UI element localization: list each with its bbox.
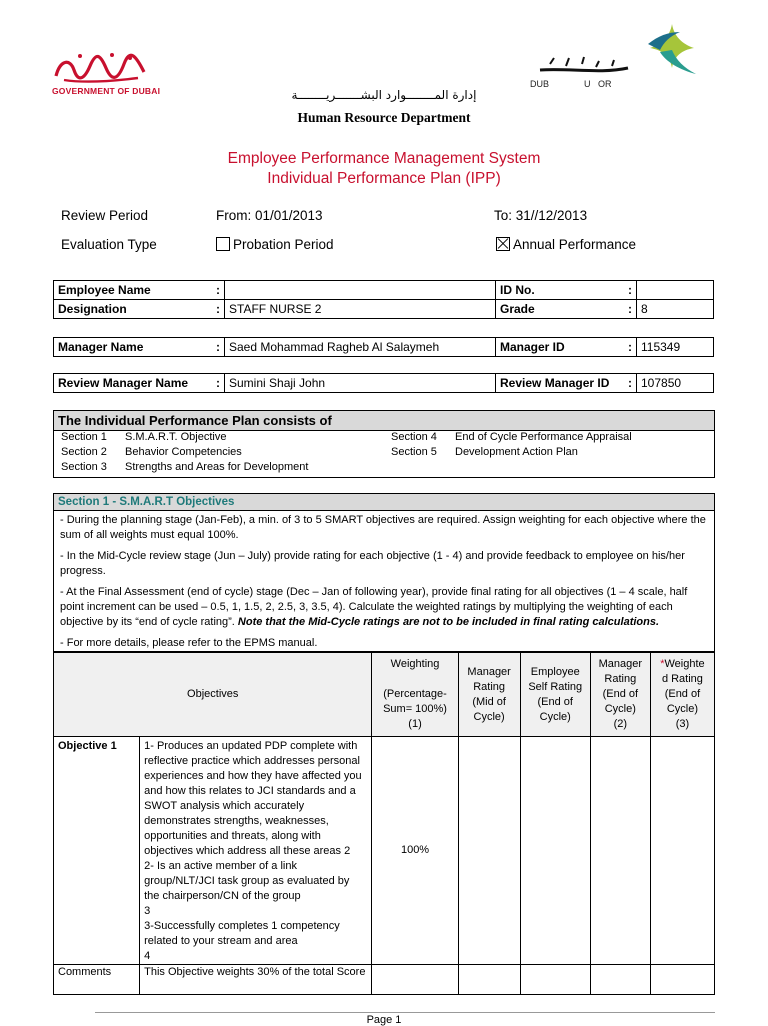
plan-item-section4 <box>391 431 632 443</box>
objective-1-text[interactable]: 1- Produces an updated PDP complete with reflective practice which addresses personal experiences and how they have affected you and how this relates to JCI standards and a SWOT analysis which accurately demonstrates strengths, weaknesses, opportunities and threats, along with objectives which address all these areas 2 2- Is an active member of a link group/NLT/JCI task group as evaluated by the chairperson/CN of the group 3 3-Successfully completes 1 competency related to your stream and area 4 <box>140 737 372 965</box>
section1-paragraph-manual: - For more details, please refer to the EPMS manual. <box>60 637 318 649</box>
comments-weighted-cell[interactable] <box>650 965 714 995</box>
manager-name-value[interactable]: Saed Mohammad Ragheb Al Salaymeh <box>225 338 496 357</box>
section1-heading: Section 1 - S.M.A.R.T Objectives <box>54 494 714 511</box>
comments-employee-self-cell[interactable] <box>520 965 590 995</box>
annual-performance-checkbox[interactable] <box>496 237 510 251</box>
plan-section-text: End of Cycle Performance Appraisal <box>455 431 632 443</box>
page-number: Page 1 <box>366 1014 402 1026</box>
review-manager-info-table <box>53 373 714 393</box>
manager-end-rating-header: Manager Rating (End of Cycle) (2) <box>590 653 650 737</box>
plan-section-number: Section 4 <box>391 431 437 443</box>
probation-period-label: Probation Period <box>233 237 334 252</box>
plan-section-number: Section 1 <box>61 431 107 443</box>
id-no-label: ID No. <box>496 281 623 300</box>
comments-weighting-cell[interactable] <box>372 965 458 995</box>
employee-name-label: Employee Name <box>54 281 211 300</box>
id-no-value[interactable] <box>637 281 714 300</box>
comments-label: Comments <box>54 965 140 995</box>
review-manager-id-value[interactable]: 107850 <box>637 374 714 393</box>
manager-name-label: Manager Name <box>54 338 211 357</box>
section1-paragraph-midcycle: - In the Mid-Cycle review stage (Jun – July) provide rating for each objective (1 - 4) and provide feedback to employee on his/her progress. <box>60 550 685 577</box>
plan-section-text: Strengths and Areas for Development <box>125 461 309 473</box>
department-arabic-name: إدارة المــــــــوارد البشـــــــريــــــــة <box>291 88 477 102</box>
weighted-rating-header: *Weighte d Rating (End of Cycle) (3) <box>650 653 714 737</box>
government-of-dubai-logo <box>50 50 150 84</box>
probation-checkbox[interactable] <box>216 237 230 251</box>
section1-paragraph-final <box>54 583 714 634</box>
plan-item-section2 <box>61 446 242 458</box>
government-of-dubai-text: GOVERNMENT OF DUBAI <box>52 86 161 96</box>
plan-section-number: Section 2 <box>61 446 107 458</box>
plan-item-section3 <box>61 461 308 473</box>
plan-item-section1 <box>61 431 226 443</box>
comments-manager-end-cell[interactable] <box>590 965 650 995</box>
section1-box <box>53 493 715 652</box>
colon: : <box>210 281 225 300</box>
plan-section-text: Development Action Plan <box>455 446 578 458</box>
employee-self-rating-header: Employee Self Rating (End of Cycle) <box>520 653 590 737</box>
manager-info-table <box>53 337 714 357</box>
annual-performance-option[interactable] <box>496 237 636 252</box>
comments-text[interactable]: This Objective weights 30% of the total Score <box>140 965 372 995</box>
manager-id-label: Manager ID <box>496 338 623 357</box>
comments-manager-mid-cell[interactable] <box>458 965 520 995</box>
annual-performance-label: Annual Performance <box>513 237 637 252</box>
objectives-header: Objectives <box>54 653 372 737</box>
objectives-table <box>53 652 715 995</box>
mid-cycle-note: Note that the Mid-Cycle ratings are not to be included in final rating calculations. <box>237 616 660 628</box>
plan-section-text: Behavior Competencies <box>125 446 242 458</box>
review-period-to: To: 31//12/2013 <box>494 208 588 223</box>
objective-1-employee-self-rating[interactable] <box>520 737 590 965</box>
grade-value[interactable]: 8 <box>637 300 714 319</box>
designation-label: Designation <box>54 300 211 319</box>
colon: : <box>210 338 225 357</box>
employee-name-value[interactable] <box>225 281 496 300</box>
grade-label: Grade <box>496 300 623 319</box>
objective-1-weighted-rating[interactable] <box>650 737 714 965</box>
colon: : <box>622 281 637 300</box>
plan-section-text: S.M.A.R.T. Objective <box>125 431 227 443</box>
colon: : <box>210 374 225 393</box>
review-period-from: From: 01/01/2013 <box>216 208 323 223</box>
review-manager-id-label: Review Manager ID <box>496 374 623 393</box>
plan-overview-heading: The Individual Performance Plan consists of <box>54 411 714 431</box>
probation-period-option[interactable] <box>216 237 334 252</box>
dubai-health-authority-text: DUB U OR <box>530 79 612 89</box>
weighting-header: Weighting (Percentage- Sum= 100%) (1) <box>372 653 458 737</box>
colon: : <box>622 338 637 357</box>
plan-overview-box <box>53 410 715 478</box>
footer-divider <box>95 1012 715 1013</box>
manager-mid-rating-header: Manager Rating (Mid of Cycle) <box>458 653 520 737</box>
department-english-name: Human Resource Department <box>297 110 471 125</box>
designation-value[interactable]: STAFF NURSE 2 <box>225 300 496 319</box>
review-period-label: Review Period <box>61 208 149 223</box>
plan-item-section5 <box>391 446 578 458</box>
plan-section-number: Section 5 <box>391 446 437 458</box>
manager-id-value[interactable]: 115349 <box>637 338 714 357</box>
section1-paragraph-planning: - During the planning stage (Jan-Feb), a min. of 3 to 5 SMART objectives are required. Assign weighting for each objective where the sum of all weights must equal 100%. <box>60 514 706 541</box>
evaluation-type-label: Evaluation Type <box>61 237 157 252</box>
required-asterisk: * <box>660 658 665 670</box>
review-manager-name-label: Review Manager Name <box>54 374 211 393</box>
form-title-line1: Employee Performance Management System <box>227 150 541 167</box>
objective-1-label: Objective 1 <box>54 737 140 965</box>
colon: : <box>622 374 637 393</box>
objective-1-weighting[interactable]: 100% <box>372 737 458 965</box>
final-assessment-text: - At the Final Assessment (end of cycle) stage (Dec – Jan of following year), provide final rating for all objectives (1 – 4 scale, half point increment can be used – 0.5, 1, 1.5, 2, 2.5, 3, 3.5, 4). Calculate the weighted ratings by multiplying the weighting of each objective by its “end of cycle rating”. <box>60 586 688 628</box>
colon: : <box>210 300 225 319</box>
employee-info-table <box>53 280 714 319</box>
objective-1-manager-mid-rating[interactable] <box>458 737 520 965</box>
objective-1-manager-end-rating[interactable] <box>590 737 650 965</box>
plan-section-number: Section 3 <box>61 461 107 473</box>
colon: : <box>622 300 637 319</box>
form-title-line2: Individual Performance Plan (IPP) <box>267 170 501 187</box>
review-manager-name-value[interactable]: Sumini Shaji John <box>225 374 496 393</box>
